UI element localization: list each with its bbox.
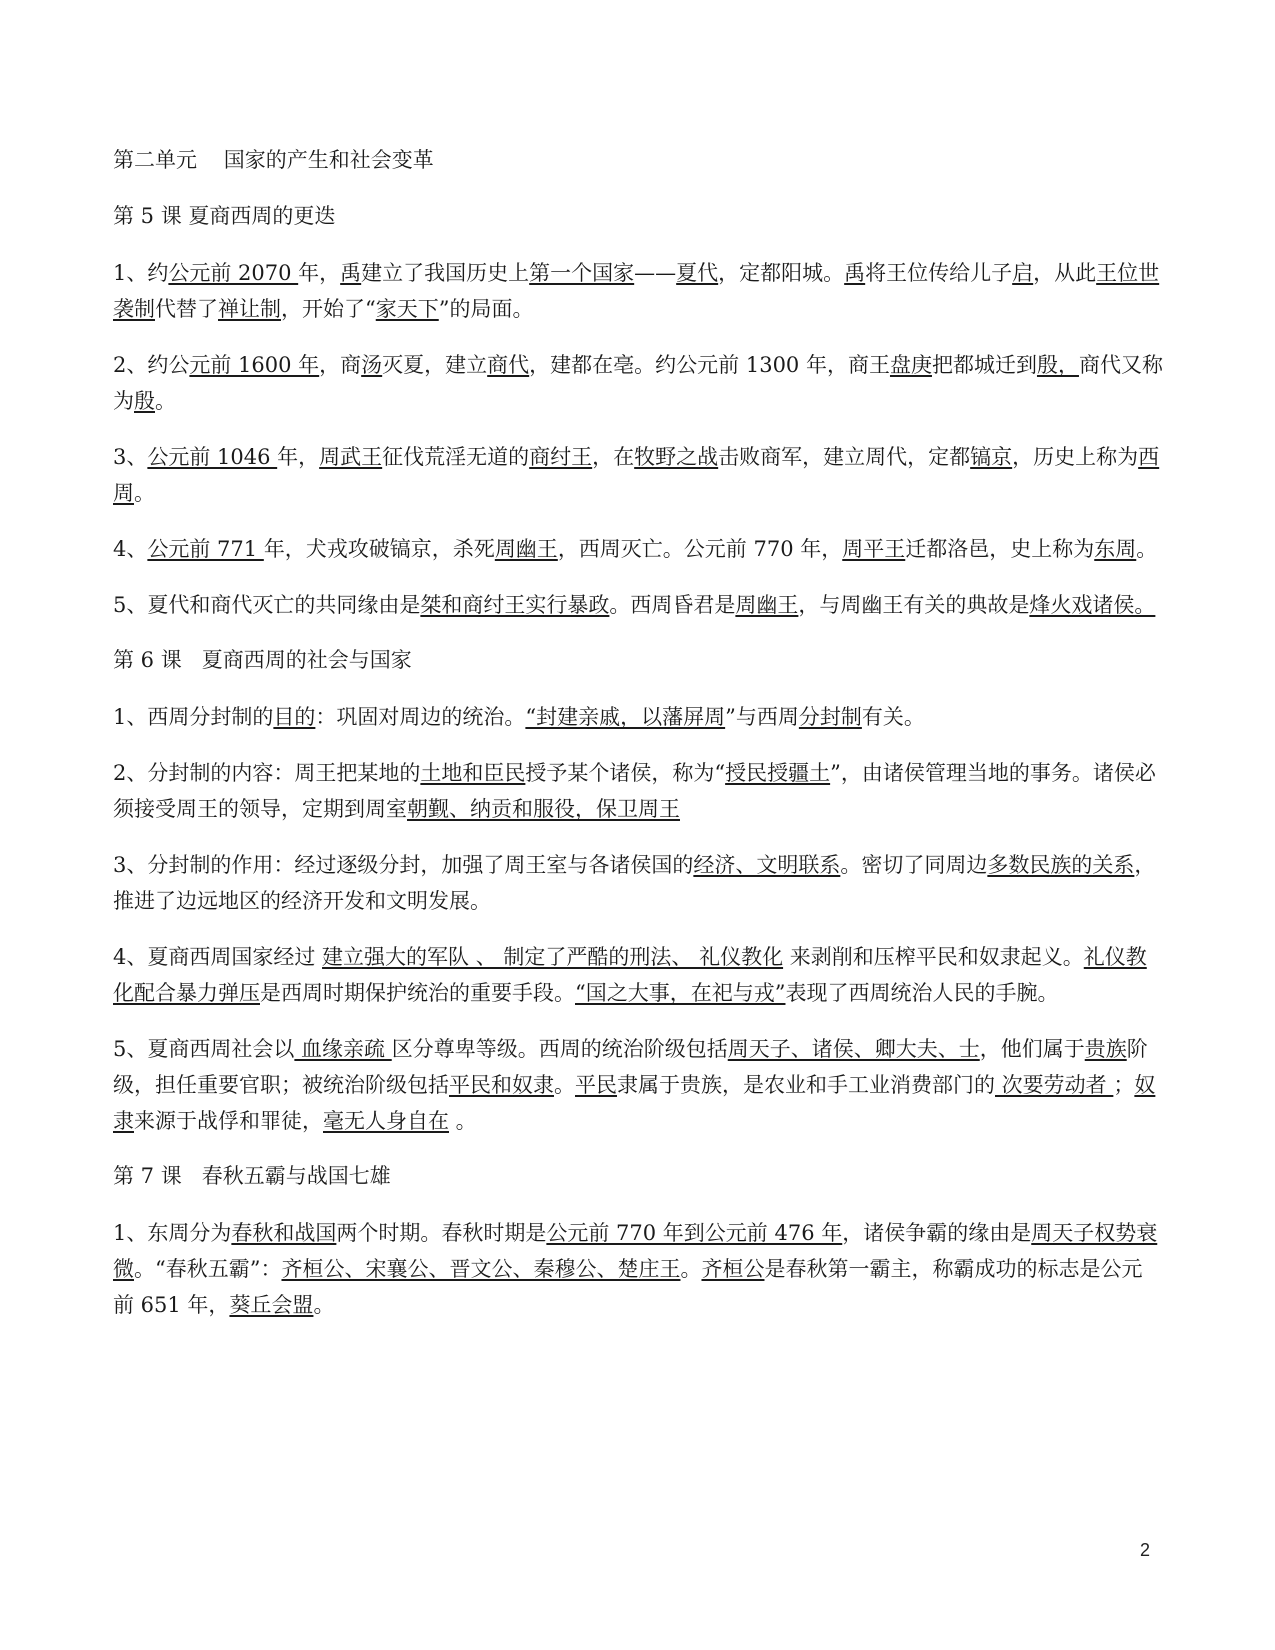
text-run: 来剥削和压榨平民和奴隶起义。 — [783, 945, 1084, 969]
text-run: 年，犬戎攻破镐京，杀死 — [263, 537, 495, 561]
text-run: ：巩固对周边的统治。 — [315, 705, 526, 729]
text-run: ，定都阳城。 — [718, 261, 845, 285]
text-run: 两个时期。春秋时期是 — [336, 1221, 547, 1245]
underlined-key-term: 建立强大的军队 、 制定了严酷的刑法、 礼仪教化 — [322, 945, 784, 969]
paragraph — [113, 587, 1163, 623]
underlined-key-term: 周天子、诸侯、卿大夫、士 — [727, 1037, 980, 1061]
underlined-key-term: 礼仪教化配合暴力弹压 — [113, 945, 1147, 1005]
underlined-key-term: 牧野之战 — [634, 445, 719, 469]
text-run: 。“春秋五霸”： — [134, 1257, 282, 1281]
underlined-key-term: 齐桓公、宋襄公、晋文公、秦穆公、楚庄王 — [281, 1257, 681, 1281]
text-run: 阶级，担任重要官职；被统治阶级包括 — [113, 1037, 1148, 1097]
text-run: 。西周昏君是 — [609, 593, 736, 617]
underlined-key-term: 周平王 — [842, 537, 906, 561]
underlined-key-term: 夏代 — [676, 261, 719, 285]
underlined-key-term: 东周 — [1094, 537, 1137, 561]
underlined-key-term: 元前 1600 年 — [189, 353, 320, 377]
paragraph — [113, 755, 1163, 827]
text-run: 。 — [313, 1293, 335, 1317]
text-run: 2、分封制的内容：周王把某地的 — [113, 761, 421, 785]
underlined-key-term: 春秋和战国 — [231, 1221, 337, 1245]
lesson-title: 第 6 课 夏商西周的社会与国家 — [113, 648, 412, 672]
text-run: 隶属于贵族，是农业和手工业消费部门的 — [617, 1073, 995, 1097]
text-run: 4、夏商西周国家经过 — [113, 945, 323, 969]
text-run: ，在 — [592, 445, 635, 469]
text-run: 有关。 — [861, 705, 925, 729]
text-run: ，开始了“ — [281, 297, 376, 321]
text-run: 代替了 — [155, 297, 218, 321]
underlined-key-term: 葵丘会盟 — [229, 1293, 314, 1317]
underlined-key-term: 烽火戏诸侯。 — [1029, 593, 1156, 617]
underlined-key-term: 贵族 — [1084, 1037, 1127, 1061]
underlined-key-term: 毫无人身自在 — [323, 1109, 449, 1133]
lesson-title: 第 5 课 夏商西周的更迭 — [113, 204, 336, 228]
text-run: 5、夏代和商代灭亡的共同缘由是 — [113, 593, 421, 617]
text-run: 1、西周分封制的 — [113, 705, 274, 729]
text-run: 将王位传给儿子 — [865, 261, 1013, 285]
text-run: ； — [1113, 1073, 1135, 1097]
page-number: 2 — [1140, 1540, 1151, 1560]
underlined-key-term: 家天下 — [375, 297, 439, 321]
underlined-key-term: 血缘亲疏 — [294, 1037, 392, 1061]
text-run: —— — [634, 261, 677, 285]
text-run: 是春秋第一霸主，称霸成功的标志是公元前 651 年， — [113, 1257, 1143, 1317]
underlined-key-term: 王位世袭制 — [113, 261, 1160, 321]
text-run: 表现了西周统治人民的手腕。 — [785, 981, 1059, 1005]
text-run: 区分尊卑等级。西周的统治阶级包括 — [391, 1037, 728, 1061]
text-run: ”，由诸侯管理当地的事务。诸侯必须接受周王的领导，定期到周室 — [113, 761, 1156, 821]
underlined-key-term: 殷 — [134, 389, 155, 413]
text-run: 击败商军，建立周代，定都 — [718, 445, 971, 469]
underlined-key-term: 多数民族的关系 — [987, 853, 1135, 877]
text-run: 征伐荒淫无道的 — [382, 445, 530, 469]
text-run: 商代又称为 — [113, 353, 1163, 413]
text-run: ，从此 — [1033, 261, 1097, 285]
underlined-key-term: 禅让制 — [218, 297, 281, 321]
paragraph — [113, 847, 1163, 919]
underlined-key-term: 周幽王 — [735, 593, 799, 617]
text-run: ”与西周 — [725, 705, 799, 729]
text-run: 授予某个诸侯，称为“ — [525, 761, 726, 785]
underlined-key-term: 禹 — [844, 261, 866, 285]
underlined-key-term: 朝觐、纳贡和服役，保卫周王 — [407, 797, 680, 821]
text-run: 来源于战俘和罪徒， — [134, 1109, 323, 1133]
text-run: 。 — [1136, 537, 1158, 561]
text-run: 年， — [298, 261, 341, 285]
underlined-key-term: 汤 — [361, 353, 383, 377]
text-run: 把都城迁到 — [931, 353, 1037, 377]
paragraph — [113, 439, 1163, 511]
text-run: 。 — [449, 1109, 477, 1133]
text-run: ，建都在亳。约公元前 1300 年，商王 — [529, 353, 890, 377]
lesson-title: 第 7 课 春秋五霸与战国七雄 — [113, 1164, 391, 1188]
text-run: 。密切了同周边 — [840, 853, 988, 877]
text-run: 。 — [554, 1073, 575, 1097]
underlined-key-term: 周天子权势衰微 — [113, 1221, 1158, 1281]
unit-title: 第二单元 国家的产生和社会变革 — [113, 148, 434, 172]
underlined-key-term: 盘庚 — [889, 353, 932, 377]
paragraph — [113, 347, 1163, 419]
underlined-key-term: 公元前 771 — [147, 537, 264, 561]
text-run: ，诸侯争霸的缘由是 — [842, 1221, 1032, 1245]
paragraph — [113, 1215, 1163, 1323]
text-run: ，商 — [319, 353, 362, 377]
document-content — [113, 143, 1163, 1343]
underlined-key-term: 公元前 1046 — [147, 445, 278, 469]
paragraph — [113, 939, 1163, 1011]
underlined-key-term: 商代 — [487, 353, 530, 377]
paragraph — [113, 1031, 1163, 1139]
text-run: ，历史上称为 — [1012, 445, 1139, 469]
text-run: 。 — [134, 481, 155, 505]
text-run: 是西周时期保护统治的重要手段。 — [260, 981, 575, 1005]
underlined-key-term: 桀和商纣王实行暴政 — [420, 593, 610, 617]
text-run: 2、约公 — [113, 353, 190, 377]
underlined-key-term: 公元前 2070 — [168, 261, 299, 285]
text-run: ，推进了边远地区的经济开发和文明发展。 — [113, 853, 1156, 913]
underlined-key-term: 镐京 — [970, 445, 1013, 469]
paragraph — [113, 255, 1163, 327]
underlined-key-term: 周武王 — [319, 445, 383, 469]
underlined-key-term: 商纣王 — [529, 445, 593, 469]
paragraph — [113, 531, 1163, 567]
text-run: 年， — [277, 445, 320, 469]
underlined-key-term: “封建亲戚，以藩屏周 — [525, 705, 726, 729]
underlined-key-term: 公元前 770 年到公元前 476 年 — [546, 1221, 843, 1245]
text-run: 。 — [680, 1257, 702, 1281]
underlined-key-term: 土地和臣民 — [420, 761, 526, 785]
underlined-key-term: 授民授疆土 — [725, 761, 831, 785]
underlined-key-term: 目的 — [273, 705, 316, 729]
text-run: 1、东周分为 — [113, 1221, 232, 1245]
underlined-key-term: 经济、文明联系 — [693, 853, 841, 877]
text-run: 5、夏商西周社会以 — [113, 1037, 295, 1061]
paragraph — [113, 699, 1163, 735]
underlined-key-term: 启 — [1012, 261, 1034, 285]
underlined-key-term: 奴隶 — [113, 1073, 1156, 1133]
text-run: 1、约 — [113, 261, 169, 285]
text-run: 迁都洛邑，史上称为 — [905, 537, 1095, 561]
text-run: 建立了我国历史上 — [361, 261, 530, 285]
text-run: 。 — [155, 389, 176, 413]
underlined-key-term: 禹 — [340, 261, 362, 285]
underlined-key-term: 分封制 — [798, 705, 862, 729]
text-run: 3、 — [113, 445, 148, 469]
text-run: ”的局面。 — [438, 297, 534, 321]
text-run: 4、 — [113, 537, 148, 561]
lessons-container — [113, 199, 1163, 1323]
underlined-key-term: 周幽王 — [494, 537, 558, 561]
underlined-key-term: 西周 — [113, 445, 1160, 505]
underlined-key-term: 平民 — [575, 1073, 617, 1097]
text-run: ，他们属于 — [979, 1037, 1085, 1061]
text-run: ，与周幽王有关的典故是 — [798, 593, 1030, 617]
underlined-key-term: 第一个国家 — [529, 261, 635, 285]
underlined-key-term: 殷， — [1036, 353, 1079, 377]
underlined-key-term: “国之大事，在祀与戎” — [575, 981, 786, 1005]
text-run: 灭夏，建立 — [382, 353, 488, 377]
underlined-key-term: 齐桓公 — [701, 1257, 765, 1281]
underlined-key-term: 平民和奴隶 — [449, 1073, 554, 1097]
text-run: ，西周灭亡。公元前 770 年， — [557, 537, 843, 561]
underlined-key-term: 次要劳动者 — [995, 1073, 1114, 1097]
text-run: 3、分封制的作用：经过逐级分封，加强了周王室与各诸侯国的 — [113, 853, 694, 877]
